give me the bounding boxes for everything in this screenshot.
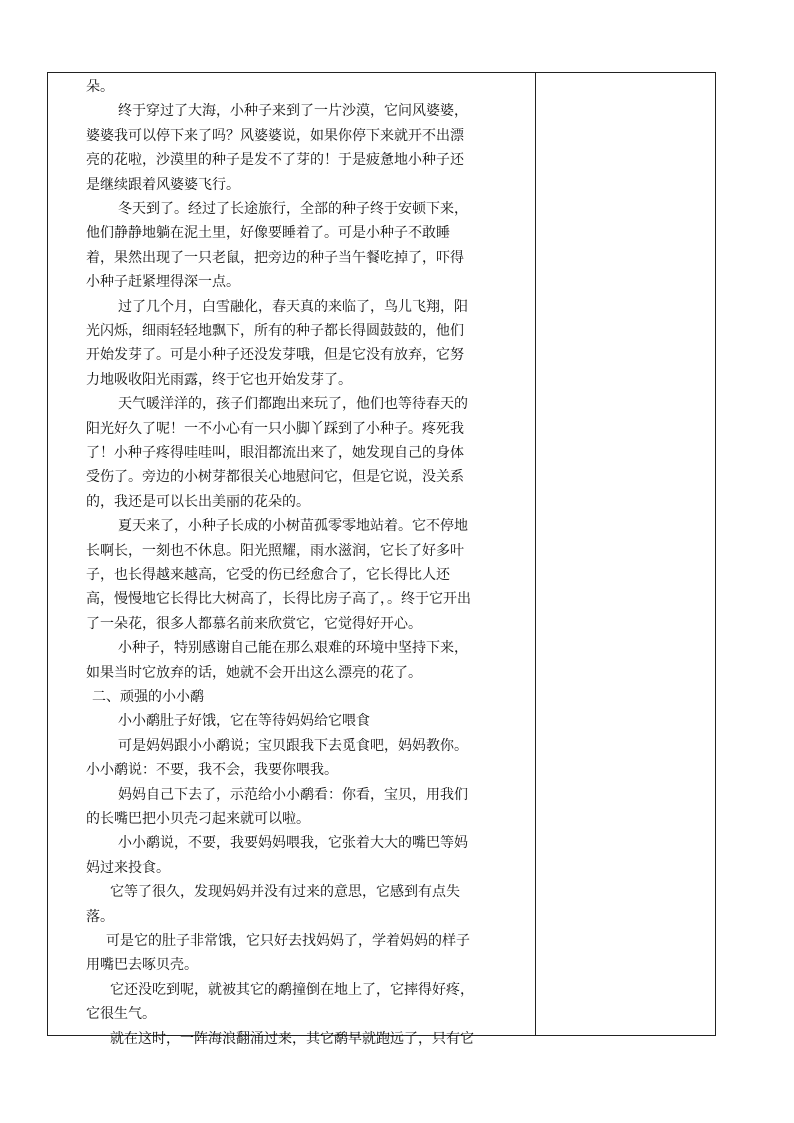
text-line: 开始发芽了。可是小种子还没发芽哦，但是它没有放弃，它努 [86, 347, 464, 364]
text-line: 落。 [86, 908, 114, 925]
text-line: 它很生气。 [86, 1006, 156, 1023]
text-line: 高，慢慢地它长得比大树高了，长得比房子高了，。终于它开出 [86, 591, 471, 608]
text-line: 他们静静地躺在泥土里，好像要睡着了。可是小种子不敢睡 [86, 225, 450, 242]
text-line: 可是妈妈跟小小鹬说；宝贝跟我下去觅食吧，妈妈教你。 [118, 737, 468, 754]
text-line: 光闪烁，细雨轻轻地飘下，所有的种子都长得圆鼓鼓的，他们 [86, 323, 464, 339]
text-line: 夏天来了，小种子长成的小树苗孤零零地站着。它不停地 [118, 518, 468, 535]
text-line: 亮的花啦，沙漠里的种子是发不了芽的！于是疲惫地小种子还 [86, 152, 464, 169]
text-line: 长啊长，一刻也不休息。阳光照耀，雨水滋润，它长了好多叶 [86, 542, 464, 559]
text-line: 着，果然出现了一只老鼠，把旁边的种子当午餐吃掉了，吓得 [86, 249, 464, 266]
text-line: 的长嘴巴把小贝壳刁起来就可以啦。 [86, 811, 310, 827]
text-line: 朵。 [86, 79, 114, 95]
text-line: 了一朵花，很多人都慕名前来欣赏它，它觉得好开心。 [86, 615, 422, 632]
text-line: 子，也长得越来越高，它受的伤已经愈合了，它长得比人还 [86, 567, 450, 583]
notes-column-cell [536, 73, 715, 1035]
text-line: 了！小种子疼得哇哇叫，眼泪都流出来了，她发现自己的身体 [86, 445, 464, 461]
text-line: 冬天到了。经过了长途旅行，全部的种子终于安顿下来， [118, 201, 468, 217]
text-line: 力地吸收阳光雨露，终于它也开始发芽了。 [86, 371, 352, 388]
text-line: 用嘴巴去啄贝壳。 [86, 957, 198, 974]
text-line: 小种子，特别感谢自己能在那么艰难的环境中坚持下来， [118, 640, 468, 657]
text-line: 就在这时，一阵海浪翻涌过来，其它鹬早就跑远了，只有它 [110, 1030, 474, 1047]
text-line: 天气暖洋洋的，孩子们都跑出来玩了，他们也等待春天的 [118, 396, 468, 413]
text-line: 过了几个月，白雪融化，春天真的来临了，鸟儿飞翔，阳 [118, 298, 468, 315]
text-line: 阳光好久了呢！一不小心有一只小脚丫踩到了小种子。疼死我 [86, 420, 464, 437]
text-line: 受伤了。旁边的小树芽都很关心地慰问它，但是它说，没关系 [86, 469, 464, 486]
text-line: 小种子赶紧埋得深一点。 [86, 274, 240, 291]
text-line: 是继续跟着风婆婆飞行。 [86, 176, 240, 193]
text-line: 它等了很久，发现妈妈并没有过来的意思，它感到有点失 [110, 884, 460, 901]
text-line: 妈妈自己下去了，示范给小小鹬看：你看，宝贝，用我们 [118, 786, 468, 803]
text-line: 终于穿过了大海，小种子来到了一片沙漠，它问风婆婆， [118, 103, 468, 120]
text-line: 婆婆我可以停下来了吗？风婆婆说，如果你停下来就开不出漂 [86, 127, 464, 144]
text-line: 它还没吃到呢，就被其它的鹬撞倒在地上了，它摔得好疼， [110, 981, 474, 998]
text-line: 小小鹬说，不要，我要妈妈喂我，它张着大大的嘴巴等妈 [118, 835, 468, 852]
text-line: 如果当时它放弃的话，她就不会开出这么漂亮的花了。 [86, 664, 422, 681]
text-line: 小小鹬肚子好饿，它在等待妈妈给它喂食 [118, 713, 370, 730]
text-line: 的，我还是可以长出美丽的花朵的。 [86, 493, 310, 510]
text-line: 小小鹬说：不要，我不会，我要你喂我。 [86, 762, 338, 779]
text-line: 可是它的肚子非常饿，它只好去找妈妈了，学着妈妈的样子 [106, 933, 470, 949]
section-heading: 二、顽强的小小鹬 [92, 689, 204, 705]
text-line: 妈过来投食。 [86, 859, 170, 876]
